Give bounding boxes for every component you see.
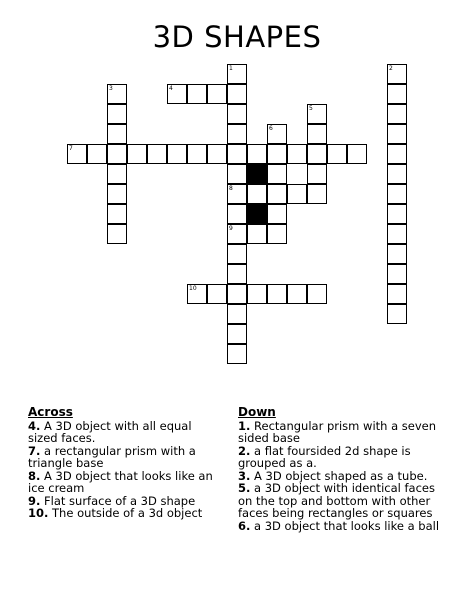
grid-cell[interactable] [107, 224, 127, 244]
grid-cell[interactable] [247, 284, 267, 304]
across-clue [28, 470, 224, 495]
clue-text: a flat foursided 2d shape is grouped as a. [238, 443, 411, 470]
clue-text: A 3D object shaped as a tube. [254, 468, 428, 483]
down-clue [238, 520, 448, 533]
grid-cell[interactable] [227, 224, 247, 244]
clue-num: 2. [238, 443, 251, 458]
grid-cell[interactable] [227, 124, 247, 144]
grid-cell[interactable] [107, 184, 127, 204]
clue-number: 10 [189, 285, 197, 292]
grid-cell[interactable] [87, 144, 107, 164]
across-clue [28, 420, 224, 445]
across-heading: Across [28, 405, 73, 419]
clue-num: 7. [28, 443, 41, 458]
down-clue [238, 445, 448, 470]
grid-cell[interactable] [387, 124, 407, 144]
grid-cell[interactable] [227, 324, 247, 344]
grid-cell[interactable] [127, 144, 147, 164]
grid-cell[interactable] [387, 224, 407, 244]
grid-cell[interactable] [107, 104, 127, 124]
black-square [247, 164, 267, 184]
clue-number: 7 [69, 145, 73, 152]
grid-cell[interactable] [267, 204, 287, 224]
grid-cell[interactable] [387, 164, 407, 184]
grid-cell[interactable] [387, 304, 407, 324]
grid-cell[interactable] [227, 344, 247, 364]
grid-cell[interactable] [247, 144, 267, 164]
grid-cell[interactable] [187, 84, 207, 104]
grid-cell[interactable] [387, 144, 407, 164]
grid-cell[interactable] [207, 144, 227, 164]
clue-text: a rectangular prism with a triangle base [28, 443, 196, 470]
grid-cell[interactable] [387, 64, 407, 84]
down-clue [238, 482, 448, 520]
grid-cell[interactable] [287, 144, 307, 164]
clue-number: 4 [169, 85, 173, 92]
grid-cell[interactable] [187, 144, 207, 164]
clue-text: Rectangular prism with a seven sided base [238, 418, 437, 445]
grid-cell[interactable] [387, 264, 407, 284]
grid-cell[interactable] [267, 224, 287, 244]
clue-text: a 3D object with identical faces on the top and bottom with other faces being rectangles or squares [238, 481, 435, 520]
grid-cell[interactable] [307, 164, 327, 184]
across-clues [28, 406, 224, 520]
clue-number: 2 [389, 65, 393, 72]
clue-num: 6. [238, 518, 251, 533]
clue-number: 8 [229, 185, 233, 192]
grid-cell[interactable] [147, 144, 167, 164]
grid-cell[interactable] [287, 284, 307, 304]
grid-cell[interactable] [187, 284, 207, 304]
across-clue-list [28, 420, 224, 520]
clue-number: 1 [229, 65, 233, 72]
clue-text: A 3D object with all equal sized faces. [28, 418, 192, 445]
clue-text: a 3D object that looks like a ball [254, 518, 440, 533]
clue-num: 10. [28, 506, 49, 520]
grid-cell[interactable] [207, 84, 227, 104]
grid-cell[interactable] [387, 284, 407, 304]
grid-cell[interactable] [247, 184, 267, 204]
grid-cell[interactable] [227, 264, 247, 284]
grid-cell[interactable] [67, 144, 87, 164]
clue-num: 8. [28, 468, 41, 483]
grid-cell[interactable] [267, 164, 287, 184]
grid-cell[interactable] [227, 184, 247, 204]
clue-number: 9 [229, 225, 233, 232]
grid-cell[interactable] [227, 244, 247, 264]
down-clues [238, 406, 448, 532]
puzzle-title: 3D SHAPES [152, 20, 322, 54]
grid-cell[interactable] [287, 184, 307, 204]
down-clue-list [238, 420, 448, 533]
grid-cell[interactable] [387, 84, 407, 104]
grid-cell[interactable] [107, 84, 127, 104]
grid-cell[interactable] [207, 284, 227, 304]
grid-cell[interactable] [387, 104, 407, 124]
grid-cell[interactable] [307, 144, 327, 164]
grid-cell[interactable] [167, 84, 187, 104]
clue-number: 3 [109, 85, 113, 92]
grid-cell[interactable] [267, 184, 287, 204]
clue-num: 5. [238, 481, 251, 495]
grid-cell[interactable] [227, 164, 247, 184]
clue-text: The outside of a 3d object [52, 506, 203, 520]
grid-cell[interactable] [227, 304, 247, 324]
grid-cell[interactable] [267, 284, 287, 304]
black-square [247, 204, 267, 224]
across-clue [28, 507, 224, 520]
clue-number: 6 [269, 125, 273, 132]
clue-num: 1. [238, 418, 251, 433]
grid-cell[interactable] [107, 124, 127, 144]
grid-cell[interactable] [107, 164, 127, 184]
grid-cell[interactable] [227, 104, 247, 124]
grid-cell[interactable] [107, 204, 127, 224]
grid-cell[interactable] [307, 184, 327, 204]
grid-cell[interactable] [167, 144, 187, 164]
grid-cell[interactable] [107, 144, 127, 164]
grid-cell[interactable] [307, 104, 327, 124]
grid-cell[interactable] [247, 224, 267, 244]
grid-cell[interactable] [327, 144, 347, 164]
grid-cell[interactable] [387, 204, 407, 224]
clue-num: 4. [28, 418, 41, 433]
grid-cell[interactable] [347, 144, 367, 164]
clue-text: A 3D object that looks like an ice cream [28, 468, 213, 495]
grid-cell[interactable] [267, 124, 287, 144]
grid-cell[interactable] [307, 124, 327, 144]
down-clue [238, 420, 448, 445]
grid-cell[interactable] [227, 284, 247, 304]
grid-cell[interactable] [267, 144, 287, 164]
across-clue [28, 445, 224, 470]
grid-cell[interactable] [227, 84, 247, 104]
clue-num: 3. [238, 468, 251, 483]
grid-cell[interactable] [387, 244, 407, 264]
down-heading: Down [238, 405, 276, 419]
clue-text: Flat surface of a 3D shape [44, 493, 196, 508]
grid-cell[interactable] [227, 64, 247, 84]
grid-cell[interactable] [227, 204, 247, 224]
grid-cell[interactable] [227, 144, 247, 164]
clue-number: 5 [309, 105, 313, 112]
grid-cell[interactable] [307, 284, 327, 304]
grid-cell[interactable] [387, 184, 407, 204]
clue-num: 9. [28, 493, 41, 508]
